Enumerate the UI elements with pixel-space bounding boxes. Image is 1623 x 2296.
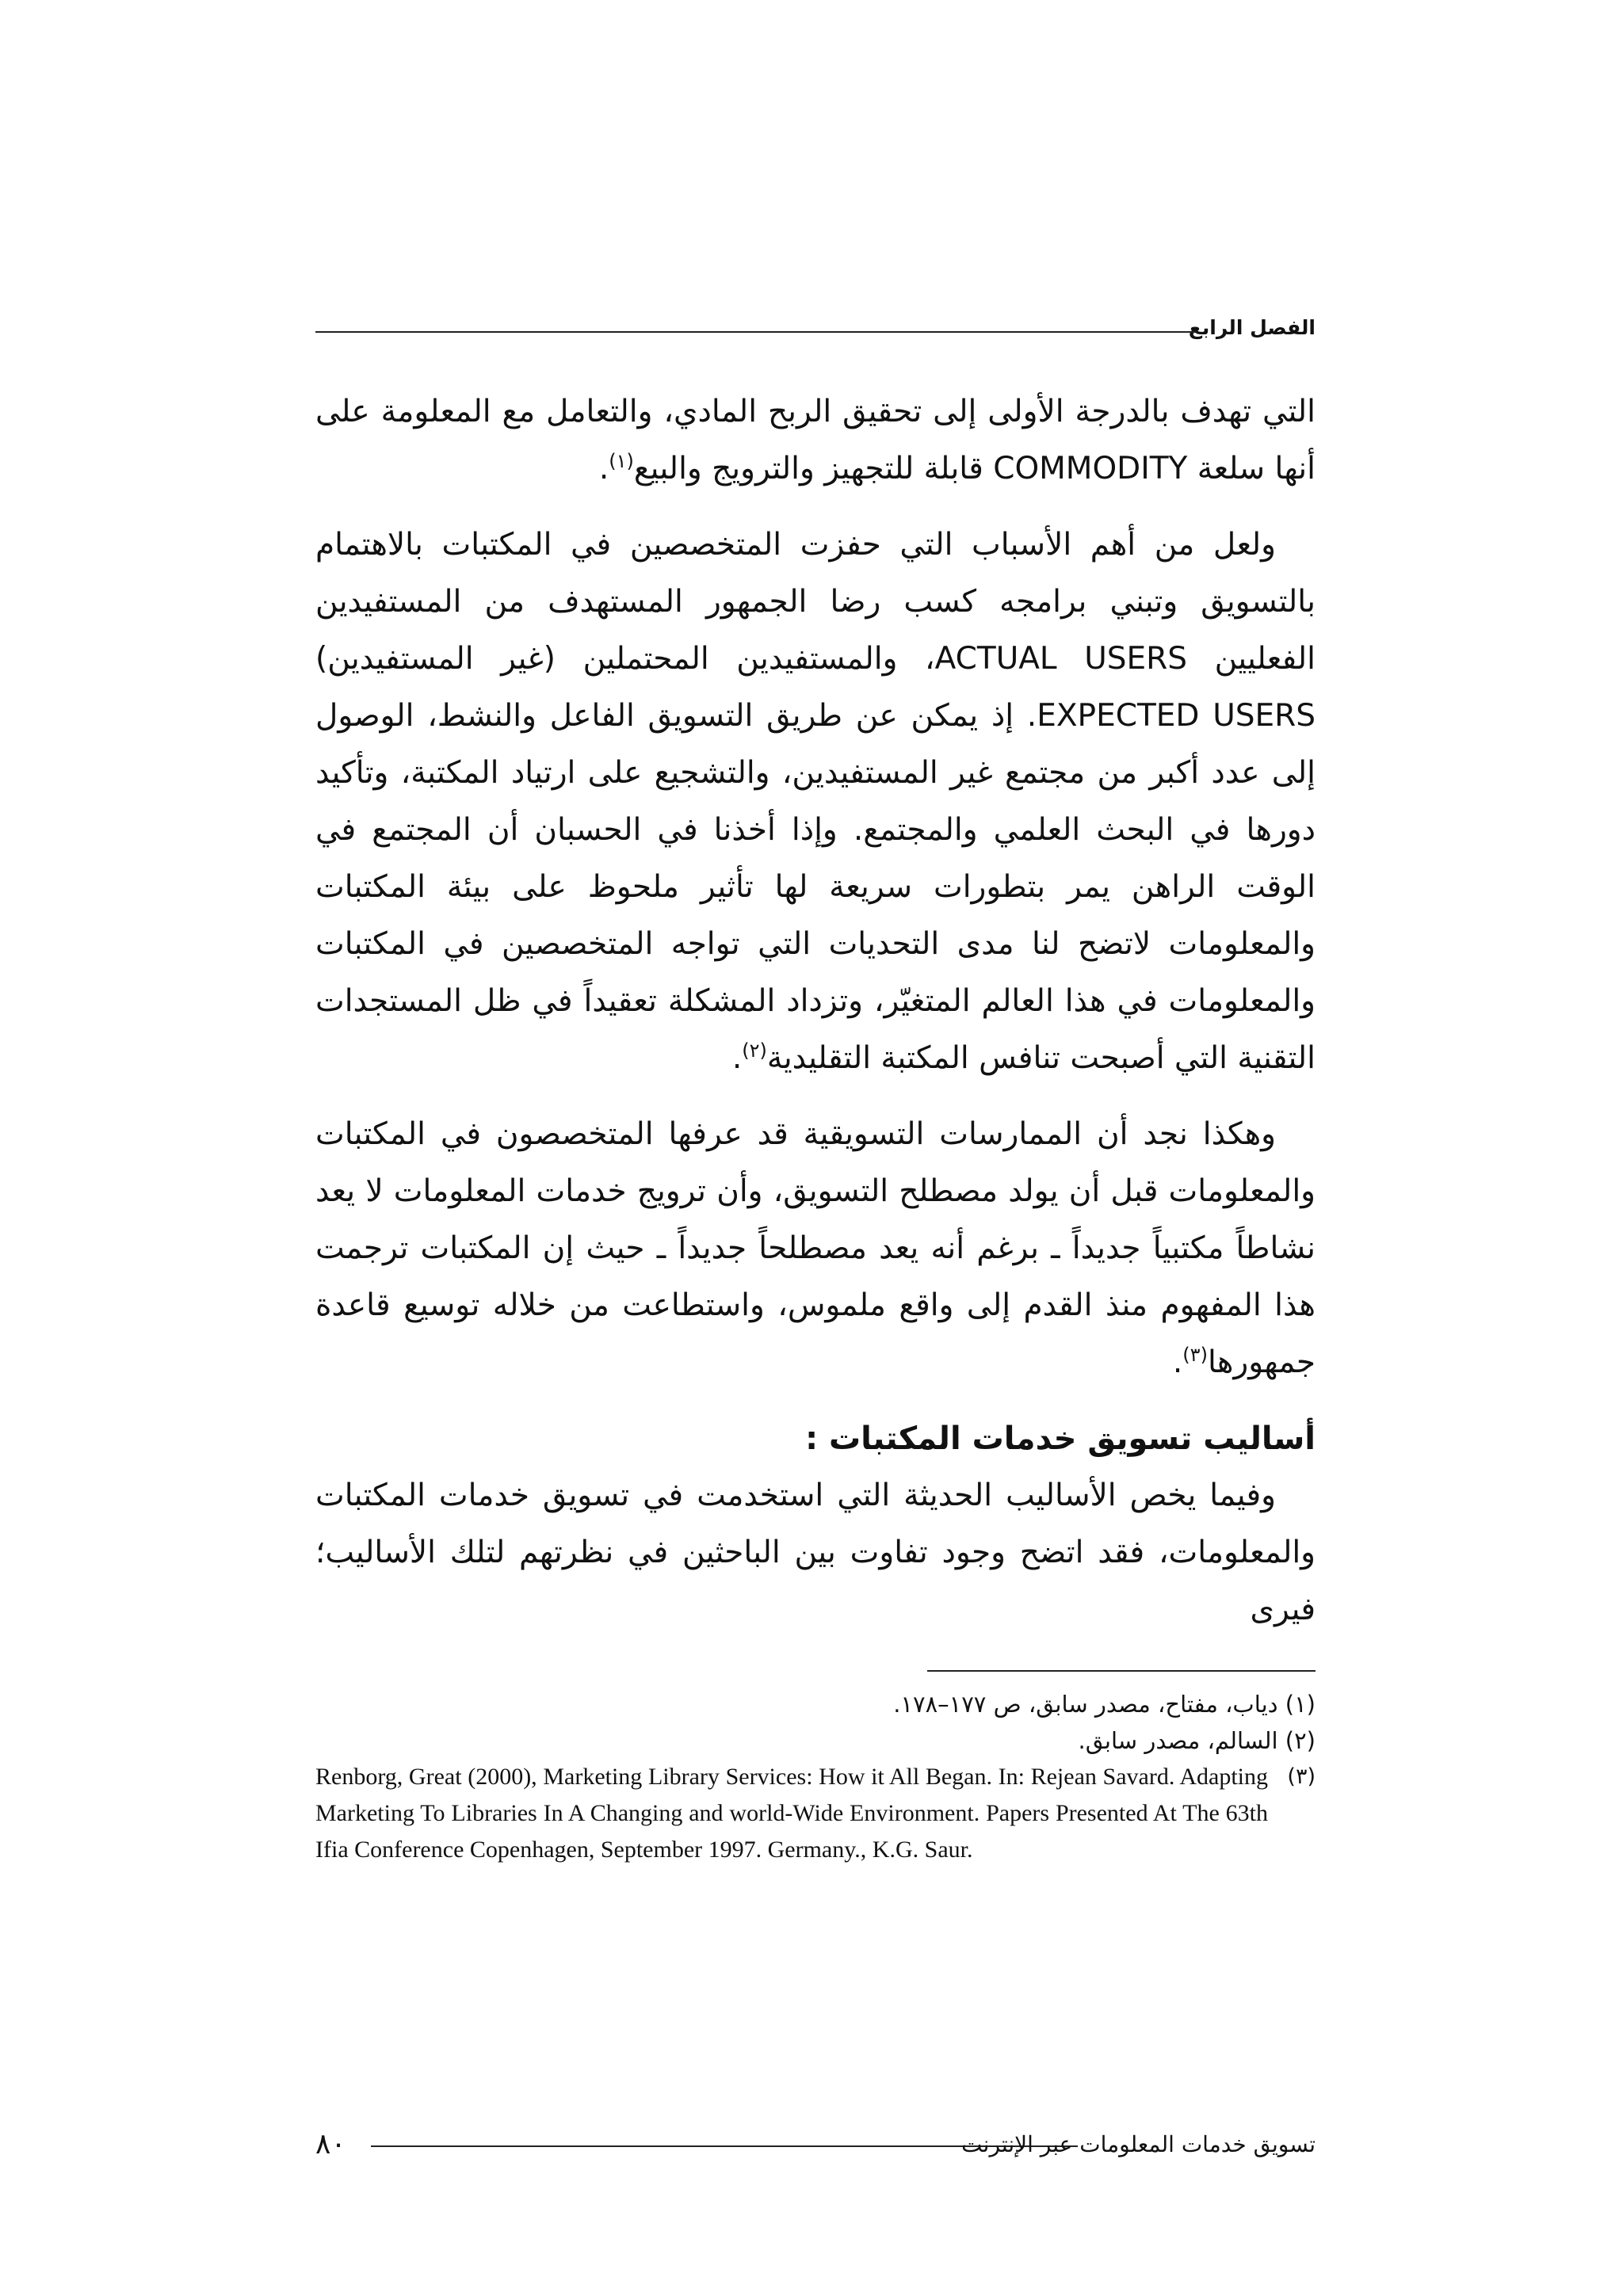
header-rule bbox=[315, 331, 1197, 333]
paragraph-4: وفيما يخص الأساليب الحديثة التي استخدمت في تسويق خدمات المكتبات والمعلومات، فقد اتضح وجود تفاوت بين الباحثين في نظرتهم لتلك الأساليب؛ فيرى bbox=[315, 1478, 1316, 1627]
footnote-ref-3: (٣) bbox=[1182, 1344, 1208, 1366]
page-number: ٨٠ bbox=[315, 2128, 346, 2161]
book-title: تسويق خدمات المعلومات عبر الإنترنت bbox=[961, 2131, 1316, 2157]
footnotes bbox=[315, 1686, 1316, 1868]
running-header bbox=[315, 311, 1316, 345]
footnote-2: (٢) السالم، مصدر سابق. bbox=[1078, 1727, 1316, 1754]
paragraph-1: التي تهدف بالدرجة الأولى إلى تحقيق الربح المادي، والتعامل مع المعلومة على أنها سلعة COMMODITY قابلة للتجهيز والترويج والبيع$^{(١)}$. bbox=[315, 394, 1316, 486]
footnote-3-text: Renborg, Great (2000), Marketing Library Services: How it All Began. In: Rejean Savard. Adapting Marketing To Libraries In A Changing and world-Wide Environment. Papers Presented At The 63th Ifia Conference Copenhagen, September 1997. Germany., K.G. Saur. bbox=[315, 1764, 1268, 1863]
paragraph-3: وهكذا نجد أن الممارسات التسويقية قد عرفها المتخصصون في المكتبات والمعلومات قبل أن يولد مصطلح التسويق، وأن ترويج خدمات المعلومات لا يعد نشاطاً مكتبياً جديداً ـ برغم أنه يعد مصطلحاً جديداً ـ حيث إن المكتبات ترجمت هذا المفهوم منذ القدم إلى واقع ملموس، واستطاعت من خلاله توسيع قاعدة جمهورها$^{(٣)}$. bbox=[315, 1116, 1316, 1380]
footnote-3-number: (٣) bbox=[1287, 1764, 1316, 1789]
footnote-ref-1: (١) bbox=[609, 450, 634, 472]
paragraph-2: ولعل من أهم الأسباب التي حفزت المتخصصين في المكتبات بالاهتمام بالتسويق وتبني برامجه كسب رضا الجمهور المستهدف من المستفيدين الفعليين ACTUAL USERS، والمستفيدين المحتملين (غير المستفيدين) EXPECTED USERS. إذ يمكن عن طريق التسويق الفاعل والنشط، الوصول إلى عدد أكبر من مجتمع غير المستفيدين، والتشجيع على ارتياد المكتبة، وتأكيد دورها في البحث العلمي والمجتمع. وإذا أخذنا في الحسبان أن المجتمع في الوقت الراهن يمر بتطورات سريعة لها تأثير ملحوظ على بيئة المكتبات والمعلومات لاتضح لنا مدى التحديات التي تواجه المتخصصين في المكتبات والمعلومات في هذا العالم المتغيّر، وتزداد المشكلة تعقيداً في ظل المستجدات التقنية التي أصبحت تنافس المكتبة التقليدية$^{(٢)}$. bbox=[315, 527, 1316, 1076]
paragraph-2-text: ولعل من أهم الأسباب التي حفزت المتخصصين في المكتبات بالاهتمام بالتسويق وتبني برامجه كسب رضا الجمهور المستهدف من المستفيدين الفعليين ACTUAL USERS، والمستفيدين المحتملين (غير المستفيدين) EXPECTED USERS. إذ يمكن عن طريق التسويق الفاعل والنشط، الوصول إلى عدد أكبر من مجتمع غير المستفيدين، والتشجيع على ارتياد المكتبة، وتأكيد دورها في البحث العلمي والمجتمع. وإذا أخذنا في الحسبان أن المجتمع في الوقت الراهن يمر بتطورات سريعة لها تأثير ملحوظ على بيئة المكتبات والمعلومات لاتضح لنا مدى التحديات التي تواجه المتخصصين في المكتبات والمعلومات في هذا العالم المتغيّر، وتزداد المشكلة تعقيداً في ظل المستجدات التقنية التي أصبحت تنافس المكتبة التقليدية bbox=[315, 527, 1316, 1076]
chapter-title: الفصل الرابع bbox=[1188, 316, 1316, 339]
footnote-1: (١) دياب، مفتاح، مصدر سابق، ص ١٧٧–١٧٨. bbox=[893, 1691, 1316, 1718]
body-text bbox=[315, 383, 1316, 1638]
section-heading: أساليب تسويق خدمات المكتبات : bbox=[805, 1421, 1316, 1457]
running-footer bbox=[315, 2125, 1316, 2164]
paragraph-3-text: وهكذا نجد أن الممارسات التسويقية قد عرفها المتخصصون في المكتبات والمعلومات قبل أن يولد مصطلح التسويق، وأن ترويج خدمات المعلومات لا يعد نشاطاً مكتبياً جديداً ـ برغم أنه يعد مصطلحاً جديداً ـ حيث إن المكتبات ترجمت هذا المفهوم منذ القدم إلى واقع ملموس، واستطاعت من خلاله توسيع قاعدة جمهورها bbox=[315, 1116, 1316, 1380]
footnote-separator bbox=[927, 1670, 1316, 1672]
paragraph-1-text: التي تهدف بالدرجة الأولى إلى تحقيق الربح المادي، والتعامل مع المعلومة على أنها سلعة COMMODITY قابلة للتجهيز والترويج والبيع bbox=[315, 394, 1316, 486]
footnote-3 bbox=[315, 1759, 1316, 1868]
footnote-ref-2: (٢) bbox=[742, 1039, 767, 1062]
